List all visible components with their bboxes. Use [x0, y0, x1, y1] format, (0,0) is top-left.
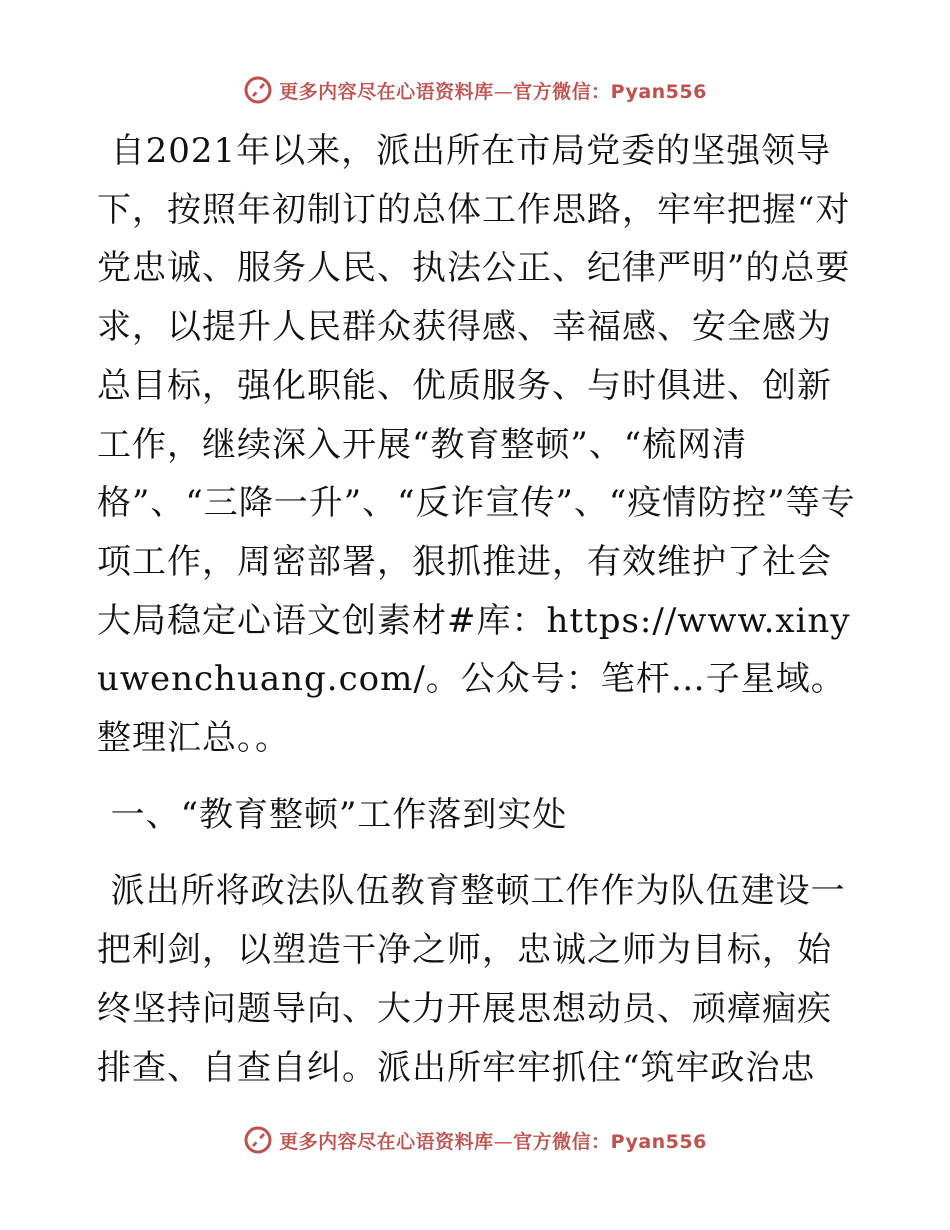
watermark-logo-icon [243, 75, 273, 105]
watermark-official-text: 官方微信：Pyan556 [513, 80, 707, 103]
watermark-official-text: 官方微信：Pyan556 [513, 1130, 707, 1153]
section-heading: 一、“教育整顿”工作落到实处 [110, 794, 568, 835]
paragraph-section-1: 派出所将政法队伍教育整顿工作作为队伍建设一把利剑，以塑造干净之师，忠诚之师为目标，始终坚持问题导向、大力开展思想动员、顽瘴痼疾排查、自查自纠。派出所牢牢抓住“筑牢政治忠 [97, 871, 846, 1088]
watermark-text [279, 77, 707, 104]
watermark-separator: — [493, 80, 514, 103]
paragraph-intro: 自2021年以来，派出所在市局党委的坚强领导下，按照年初制订的总体工作思路，牢牢把握“对党忠诚、服务人民、执法公正、纪律严明”的总要求，以提升人民群众获得感、幸福感、安全感为总目标，强化职能、优质服务、与时俱进、创新工作，继续深入开展“教育整顿”、“梳网清格”、“三降一升”、“反诈宣传”、“疫情防控”等专项工作，周密部署，狠抓推进，有效维护了社会大局稳定心语文创素材#库：https://www.xinyuwenchuang.com/。公众号：笔杆…子星域。整理汇总。。 [97, 131, 856, 759]
watermark-footer [0, 1120, 950, 1160]
watermark-header [0, 70, 950, 110]
watermark-text [279, 1127, 707, 1154]
watermark-logo-icon [243, 1125, 273, 1155]
watermark-main-text: 更多内容尽在心语资料库 [279, 1130, 494, 1153]
watermark-separator: — [493, 1130, 514, 1153]
watermark-main-text: 更多内容尽在心语资料库 [279, 80, 494, 103]
document-body [97, 122, 857, 1097]
